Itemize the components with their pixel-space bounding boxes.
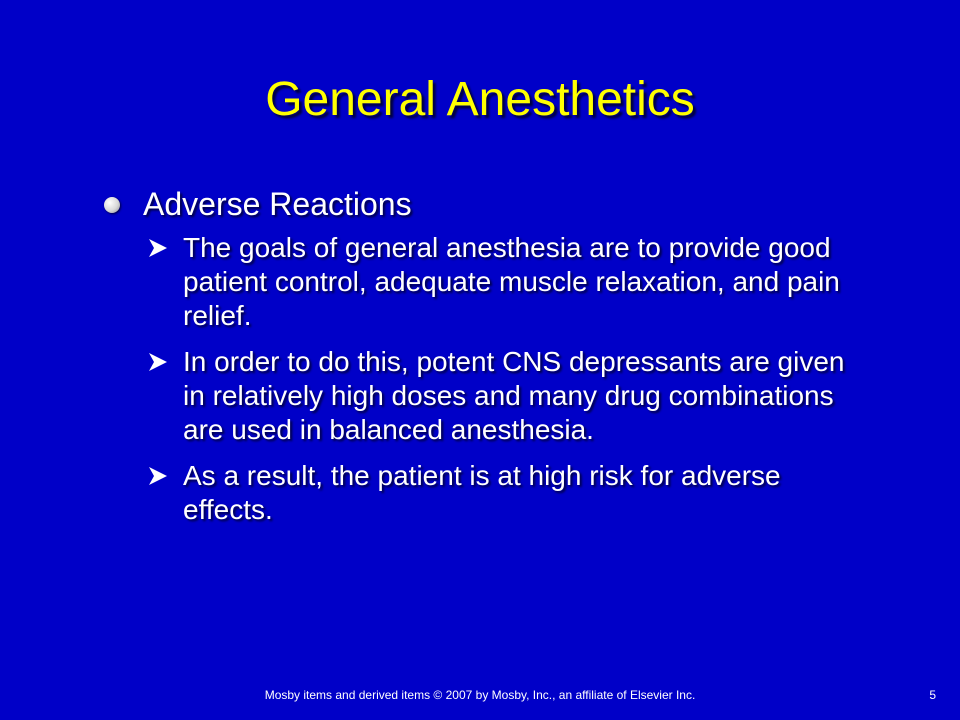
subpoint-text: The goals of general anesthesia are to provide good patient control, adequate muscle relaxation, and pain relief. xyxy=(183,232,840,331)
bullet-list xyxy=(104,183,864,539)
subpoint-item xyxy=(147,459,864,527)
arrowhead-icon xyxy=(147,466,169,486)
subpoint-list xyxy=(104,231,864,527)
arrowhead-icon xyxy=(147,352,169,372)
copyright-footer: Mosby items and derived items © 2007 by Mosby, Inc., an affiliate of Elsevier Inc. xyxy=(264,688,696,702)
subpoint-text: As a result, the patient is at high risk for adverse effects. xyxy=(183,460,781,525)
slide-title: General Anesthetics xyxy=(265,73,695,126)
bullet-label: Adverse Reactions xyxy=(143,186,412,222)
page-number: 5 xyxy=(929,688,936,702)
subpoint-item xyxy=(147,231,864,333)
bullet-item xyxy=(104,183,864,225)
subpoint-item xyxy=(147,345,864,447)
arrowhead-icon xyxy=(147,238,169,258)
round-bullet-icon xyxy=(104,197,120,213)
subpoint-text: In order to do this, potent CNS depressants are given in relatively high doses and many drug combinations are used in balanced anesthesia. xyxy=(183,346,845,445)
